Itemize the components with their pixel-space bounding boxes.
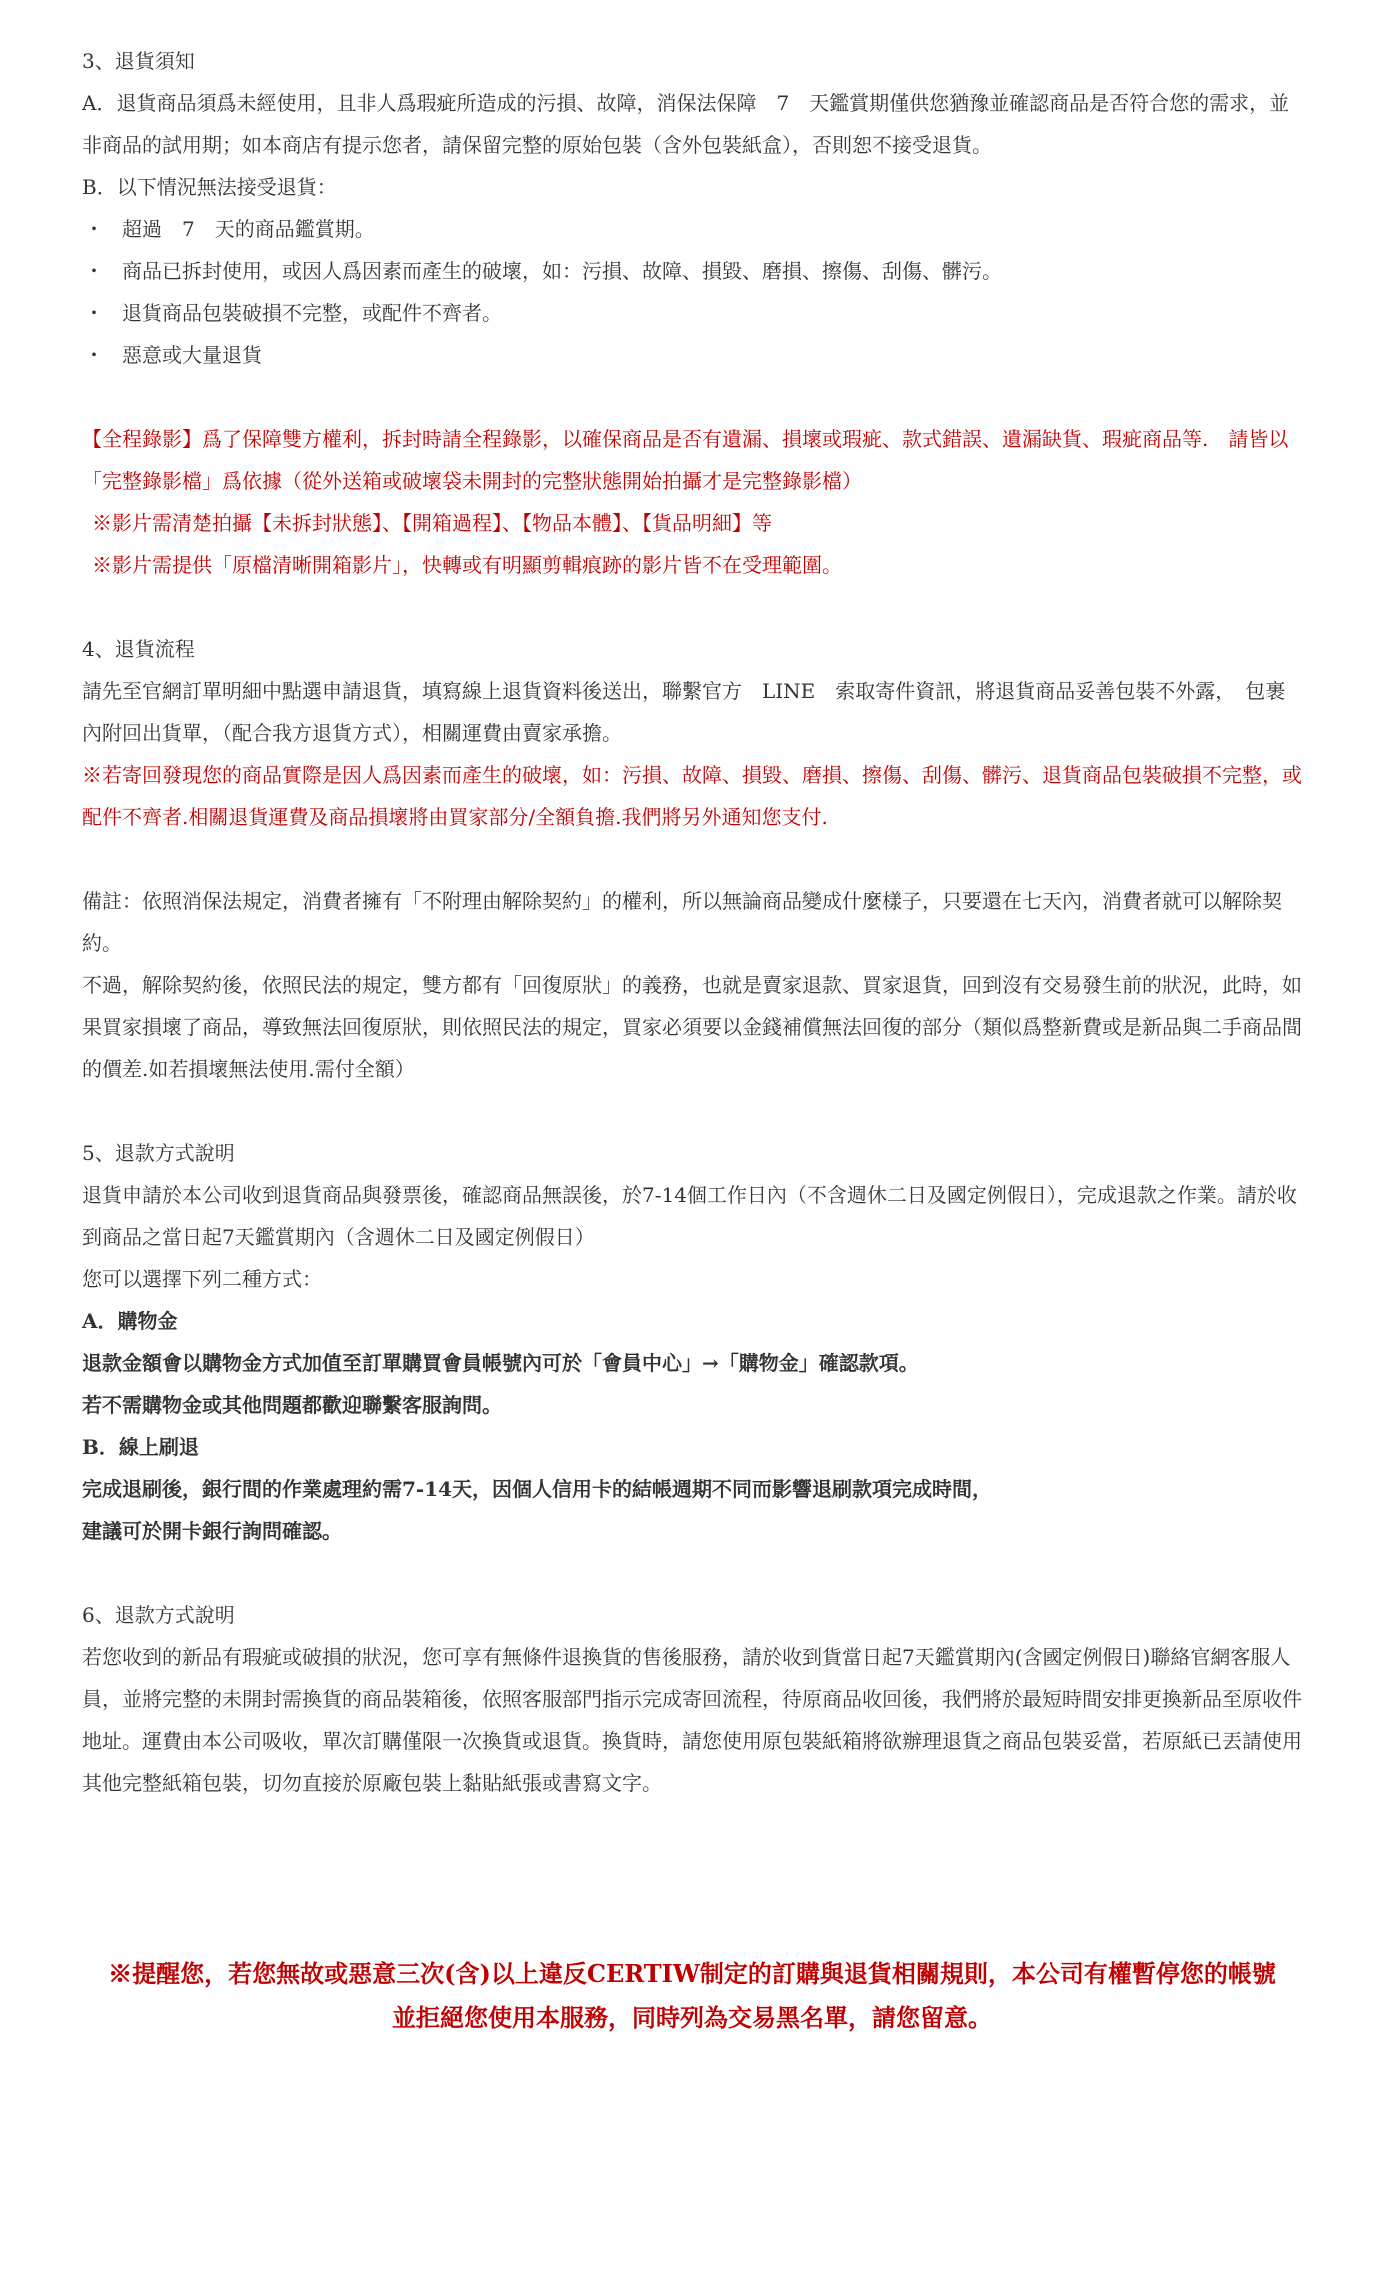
return-policy-document	[82, 40, 1302, 2040]
section-5-body: 退貨申請於本公司收到退貨商品與發票後，確認商品無誤後，於7-14個工作日內（不含週休二日及國定例假日），完成退款之作業。請於收到商品之當日起7天鑑賞期內（含週休二日及國定例假日）	[82, 1183, 1297, 1249]
bullet-text: 超過 7 天的商品鑑賞期。	[122, 217, 375, 241]
bullet-mark: ・	[84, 259, 104, 283]
option-b-line-2: 建議可於開卡銀行詢問確認。	[82, 1519, 342, 1543]
section-6-body: 若您收到的新品有瑕疵或破損的狀況，您可享有無條件退換貨的售後服務，請於收到貨當日起7天鑑賞期內(含國定例假日)聯絡官網客服人員，並將完整的未開封需換貨的商品裝箱後，依照客服部門指示完成寄回流程，待原商品收回後，我們將於最短時間安排更換新品至原收件地址。運費由本公司吸收，單次訂購僅限一次換貨或退貨。換貨時，請您使用原包裝紙箱將欲辦理退貨之商品包裝妥當，若原紙已丟請使用其他完整紙箱包裝，切勿直接於原廠包裝上黏貼紙張或書寫文字。	[82, 1645, 1302, 1795]
bullet-mark: ・	[84, 217, 104, 241]
recording-notice: 【全程錄影】爲了保障雙方權利，拆封時請全程錄影，以確保商品是否有遺漏、損壞或瑕疵、款式錯誤、遺漏缺貨、瑕疵商品等. 請皆以「完整錄影檔」爲依據（從外送箱或破壞袋未開封的完整狀態開始拍攝才是完整錄影檔）	[82, 427, 1289, 493]
section-5-heading: 5、退款方式說明	[82, 1141, 235, 1165]
section-3-heading: 3、退貨須知	[82, 49, 195, 73]
bullet-text: 惡意或大量退貨	[122, 343, 262, 367]
section-6-heading: 6、退款方式說明	[82, 1603, 235, 1627]
warning-line-2: 並拒絕您使用本服務，同時列為交易黑名單，請您留意。	[392, 2003, 992, 2032]
bullet-mark: ・	[84, 343, 104, 367]
list-item	[82, 250, 1302, 292]
option-a-line-1: 退款金額會以購物金方式加值至訂單購買會員帳號內可於「會員中心」→「購物金」確認款項。	[82, 1351, 919, 1375]
option-a-title: A．購物金	[82, 1309, 178, 1333]
bullet-mark: ・	[84, 301, 104, 325]
remark-paragraph-2: 不過，解除契約後，依照民法的規定，雙方都有「回復原狀」的義務，也就是賣家退款、買家退貨，回到沒有交易發生前的狀況，此時，如果買家損壞了商品，導致無法回復原狀，則依照民法的規定，買家必須要以金錢補償無法回復的部分（類似爲整新費或是新品與二手商品間的價差.如若損壞無法使用.需付全額）	[82, 973, 1302, 1081]
list-item	[82, 208, 1302, 250]
section-5-choose: 您可以選擇下列二種方式：	[82, 1267, 322, 1291]
option-b-line-1: 完成退刷後，銀行間的作業處理約需7-14天，因個人信用卡的結帳週期不同而影響退刷款項完成時間，	[82, 1477, 993, 1501]
section-3-item-b: B．以下情況無法接受退貨：	[82, 175, 337, 199]
list-item	[82, 334, 1302, 376]
warning-line-1: ※提醒您，若您無故或惡意三次(含)以上違反CERTIW制定的訂購與退貨相關規則，本公司有權暫停您的帳號	[108, 1959, 1276, 1988]
option-b-title: B．線上刷退	[82, 1435, 199, 1459]
recording-note-2: ※影片需提供「原檔清晰開箱影片」，快轉或有明顯剪輯痕跡的影片皆不在受理範圍。	[92, 553, 842, 577]
bullet-text: 退貨商品包裝破損不完整，或配件不齊者。	[122, 301, 502, 325]
section-4-heading: 4、退貨流程	[82, 637, 195, 661]
section-3-item-a: A．退貨商品須爲未經使用，且非人爲瑕疵所造成的污損、故障，消保法保障 7 天鑑賞期僅供您猶豫並確認商品是否符合您的需求，並非商品的試用期；如本商店有提示您者，請保留完整的原始包裝（含外包裝紙盒），否則恕不接受退貨。	[82, 91, 1290, 157]
list-item	[82, 292, 1302, 334]
option-a-line-2: 若不需購物金或其他問題都歡迎聯繫客服詢問。	[82, 1393, 502, 1417]
bullet-text: 商品已拆封使用，或因人爲因素而產生的破壞，如：污損、故障、損毀、磨損、擦傷、刮傷、髒污。	[122, 259, 1002, 283]
remark-paragraph-1: 備註：依照消保法規定，消費者擁有「不附理由解除契約」的權利，所以無論商品變成什麼樣子，只要還在七天內，消費者就可以解除契約。	[82, 889, 1282, 955]
section-4-red-note: ※若寄回發現您的商品實際是因人爲因素而產生的破壞，如：污損、故障、損毀、磨損、擦傷、刮傷、髒污、退貨商品包裝破損不完整，或配件不齊者.相關退貨運費及商品損壞將由買家部分/全額負擔.我們將另外通知您支付.	[82, 763, 1302, 829]
recording-note-1: ※影片需清楚拍攝【未拆封狀態】、【開箱過程】、【物品本體】、【貨品明細】等	[92, 511, 772, 535]
section-4-body: 請先至官網訂單明細中點選申請退貨，填寫線上退貨資料後送出，聯繫官方 LINE 索取寄件資訊，將退貨商品妥善包裝不外露， 包裹內附回出貨單，（配合我方退貨方式），相關運費由賣家承擔。	[82, 679, 1286, 745]
